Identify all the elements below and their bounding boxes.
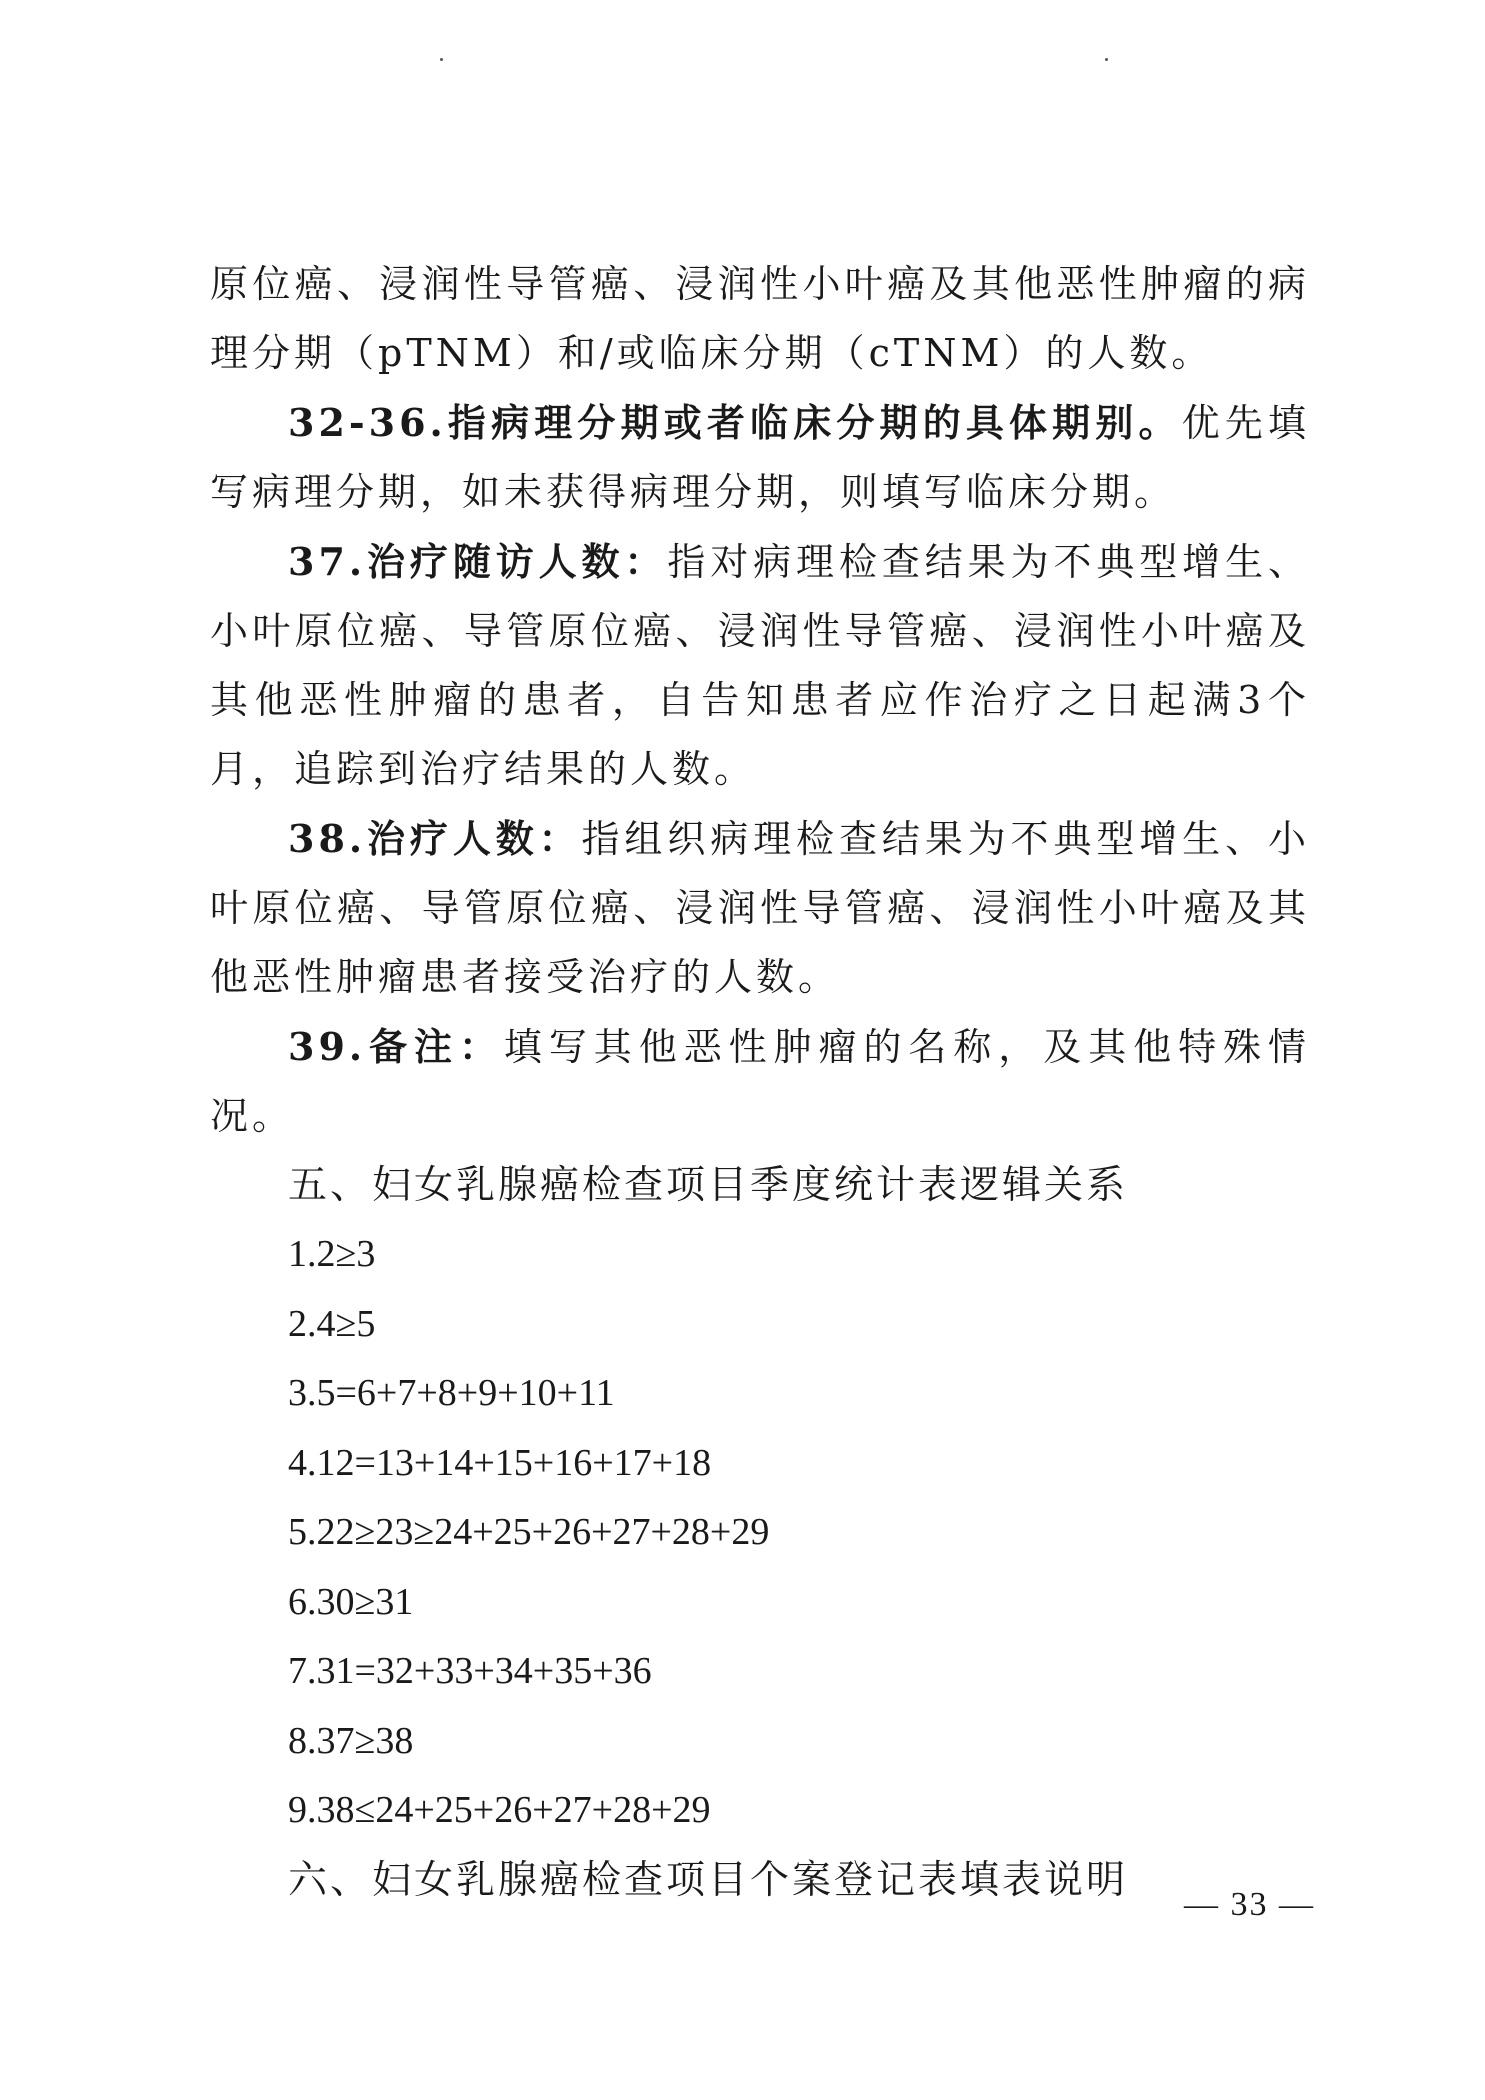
paragraph-label: 32-36.指病理分期或者临床分期的具体期别。: [288, 400, 1182, 445]
logic-relation: 5.22≥23≥24+25+26+27+28+29: [288, 1511, 770, 1553]
paragraph-label: 38.治疗人数：: [288, 816, 582, 861]
logic-relation: 3.5=6+7+8+9+10+11: [288, 1372, 615, 1414]
paragraph-label: 37.治疗随访人数：: [288, 539, 668, 584]
logic-relation: 2.4≥5: [288, 1302, 376, 1345]
scan-mark: [1105, 58, 1108, 61]
page-number: — 33 —: [1184, 1886, 1315, 1923]
paragraph-staging: 原位癌、浸润性导管癌、浸润性小叶癌及其他恶性肿瘤的病理分期（pTNM）和/或临床分期（cTNM）的人数。: [210, 262, 1310, 375]
logic-relations-list: [210, 1220, 1310, 1846]
logic-relation: 8.37≥38: [288, 1719, 414, 1762]
paragraph-38: [210, 804, 1310, 1012]
paragraph-39: [210, 1012, 1310, 1151]
paragraph-label: 39.备注：: [288, 1024, 504, 1069]
paragraph-body: 填写其他恶性肿瘤的名称，及其他特殊情况。: [210, 1025, 1310, 1138]
paragraph-37: [210, 527, 1310, 804]
paragraph-32-36: [210, 388, 1310, 527]
paragraph-body: 指对病理检查结果为不典型增生、小叶原位癌、导管原位癌、浸润性导管癌、浸润性小叶癌及其他恶性肿瘤的患者，自告知患者应作治疗之日起满3个月，追踪到治疗结果的人数。: [210, 540, 1310, 791]
logic-relation: 9.38≤24+25+26+27+28+29: [288, 1789, 711, 1831]
section-heading-6: 六、妇女乳腺癌检查项目个案登记表填表说明: [288, 1857, 1129, 1903]
scan-mark: [440, 58, 443, 61]
logic-relation: 1.2≥3: [288, 1233, 376, 1275]
section-heading-5: 五、妇女乳腺癌检查项目季度统计表逻辑关系: [288, 1163, 1129, 1208]
logic-relation: 7.31=32+33+34+35+36: [288, 1650, 652, 1692]
paragraph-body: 指组织病理检查结果为不典型增生、小叶原位癌、导管原位癌、浸润性导管癌、浸润性小叶癌及其他恶性肿瘤患者接受治疗的人数。: [210, 817, 1310, 999]
logic-relation: 4.12=13+14+15+16+17+18: [288, 1441, 712, 1484]
logic-relation: 6.30≥31: [288, 1580, 414, 1623]
body-text: [210, 250, 1310, 1915]
paragraph-body: 优先填写病理分期，如未获得病理分期，则填写临床分期。: [210, 401, 1310, 514]
